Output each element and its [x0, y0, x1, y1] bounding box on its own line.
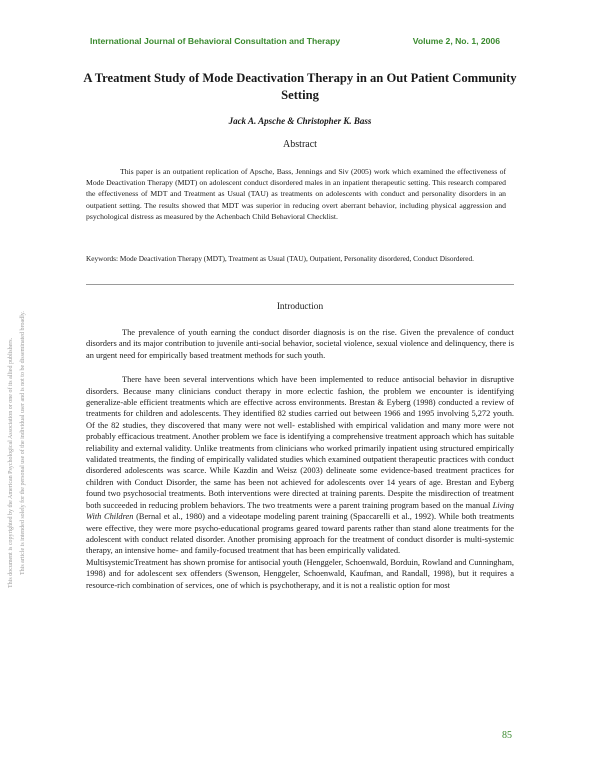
- paragraph-1: The prevalence of youth earning the conduct disorder diagnosis is on the rise. Given the prevalence of conduct disorders and its major contribution to juvenile anti-social behavior, societal violence, sexual violence and delinquency, there is an urgent need for empirically based treatment methods for such youth.: [86, 328, 514, 360]
- paragraph-2-part-b: (Bernal et al., 1980) and a videotape modeling parent training (Spaccarelli et al., 1992). While both treatments were effective, they were more psycho-educational programs geared toward parents rather than stand alone treatments for the adolescent with conduct related disorder. Another promising approach for the treatment of conduct disorder is multi-systemic therapy, an intensive home- and family-focused treatment that has been empirically validated.: [86, 512, 515, 556]
- paragraph-2: [86, 374, 514, 557]
- copyright-notice-line-2: This article is intended solely for the personal use of the individual user and is not to be disseminated broadly.: [20, 311, 26, 575]
- paragraph-2-part-a: There have been several interventions which have been implemented to reduce antisocial behavior in disruptive disorders. Because many clinicians conduct therapy in more eclectic fashion, the problem we encounter is identifying generalize-able efficient treatments which are effective across environments. Brestan & Eyberg (1998) conducted a review of treatments for children and adolescents. They identified 82 studies carried out between 1966 and 1995 involving 5,272 youth. Of the 82 studies, they discovered that many were not well- established with empirical validation and many more were not probably efficacious treatment. Another problem we face is identifying a comprehensive treatment approach which has suitable reliability and external validity. Unlike treatments from clinicians who worked primarily inpatient using structured empirically validated treatments, the finding of empirically validated studies which examined outpatient therapeutic practices with conduct disordered adolescents was scarce. While Kazdin and Weisz (2003) delineate some evidence-based treatment practices for children with Conduct Disorder, the same has been not achieved for adolescents over 14 years of age. Brestan and Eyberg found two psychosocial treatments. Both interventions were directed at training parents. Despite the misdirection of treatment both succeeded in reducing problem behaviors. The two treatments were a parent training program based on the manual: [86, 375, 514, 510]
- page-number: 85: [502, 730, 512, 741]
- book-title-italic: Living With Children: [86, 500, 514, 522]
- body-text: [86, 327, 514, 591]
- volume-info: Volume 2, No. 1, 2006: [412, 36, 500, 46]
- introduction-heading: Introduction: [276, 302, 324, 312]
- section-divider: [86, 284, 514, 285]
- copyright-notice-line-1: This document is copyrighted by the American Psychological Association or one of its allied publishers.: [8, 337, 14, 588]
- journal-name: International Journal of Behavioral Consultation and Therapy: [90, 36, 341, 46]
- paper-authors: Jack A. Apsche & Christopher K. Bass: [228, 116, 372, 126]
- journal-header: [90, 36, 500, 50]
- abstract-text: This paper is an outpatient replication of Apsche, Bass, Jennings and Siv (2005) work which examined the effectiveness of Mode Deactivation Therapy (MDT) on adolescent conduct disordered males in an inpatient therapeutic setting. This research compared the effectiveness of MDT and Treatment as Usual (TAU) as treatments on adolescents with conduct and personality disorders in an outpatient setting. The results showed that MDT was superior in reducing overt aberrant behavior, including physical aggression and psychological distress as measured by the Achenbach Child Behavioral Checklist.: [86, 167, 506, 221]
- keywords: Keywords: Mode Deactivation Therapy (MDT), Treatment as Usual (TAU), Outpatient, Personality disordered, Conduct Disordered.: [86, 254, 474, 263]
- paper-title: A Treatment Study of Mode Deactivation Therapy in an Out Patient Community Setting: [83, 71, 517, 102]
- abstract-heading: Abstract: [283, 139, 317, 150]
- paragraph-3: MultisystemicTreatment has shown promise for antisocial youth (Henggeler, Schoenwald, Borduin, Rowland and Cunningham, 1998) and for adolescent sex offenders (Swenson, Henggeler, Schoenwald, Kaufman, and Randall, 1998), but it requires a resource-rich combination of services, one of which is psychotherapy, and it is not a realistic option for most: [86, 557, 514, 590]
